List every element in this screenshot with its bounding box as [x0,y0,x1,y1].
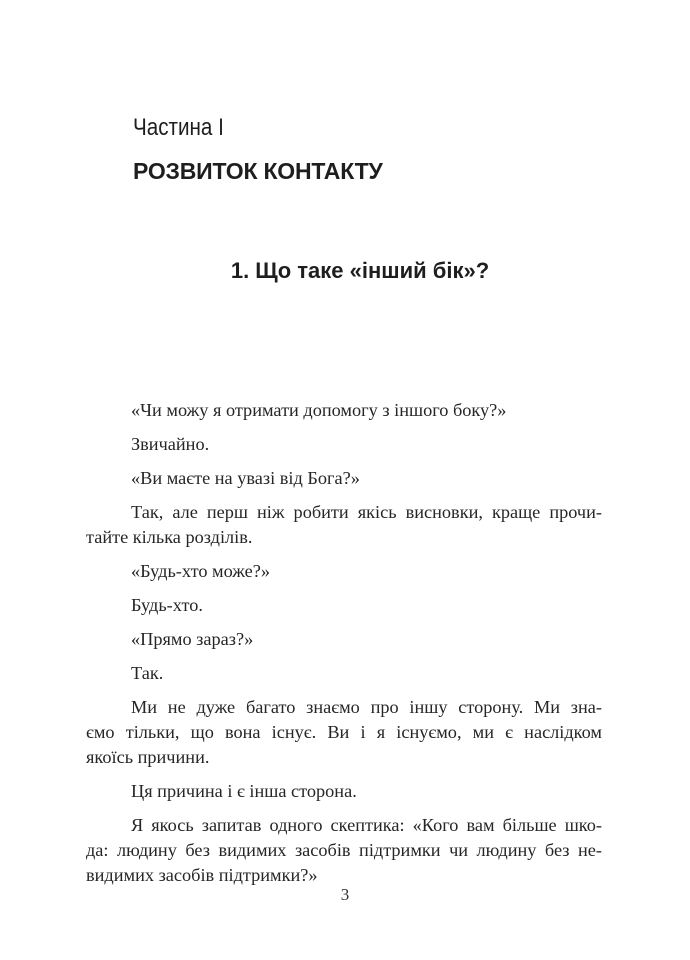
paragraph [86,661,602,686]
paragraph [86,398,602,423]
part-title: РОЗВИТОК КОНТАКТУ [133,158,383,184]
paragraph [86,779,602,804]
paragraph [86,593,602,618]
text-line: ємо тільки, що вона існує. Ви і я існуємо, ми є наслідком [86,722,602,742]
paragraph [86,627,602,652]
text-line: «Будь-хто може?» [131,561,271,581]
text-line: тайте кілька розділів. [86,527,253,547]
paragraph [86,432,602,457]
paragraph [86,559,602,584]
paragraph [86,466,602,491]
text-line: Так. [131,663,164,683]
text-line: Будь-хто. [131,595,203,615]
paragraph [86,695,602,770]
text-line: да: людину без видимих засобів підтримки чи людину без не- [86,840,602,860]
chapter-title: 1. Що таке «інший бік»? [230,258,490,283]
body-text [86,398,602,897]
page-number: 3 [340,885,350,904]
text-line: Ми не дуже багато знаємо про іншу сторону. Ми зна- [131,697,602,717]
paragraph [86,500,602,550]
text-line: «Прямо зараз?» [131,629,254,649]
paragraph [86,813,602,888]
text-line: видимих засобів підтримки?» [86,865,318,885]
part-label: Частина I [133,114,224,141]
text-line: Так, але перш ніж робити якісь висновки, краще прочи- [131,502,602,522]
text-line: «Ви маєте на увазі від Бога?» [131,468,360,488]
text-line: Ця причина і є інша сторона. [131,781,357,801]
text-line: Звичайно. [131,434,210,454]
text-line: Я якось запитав одного скептика: «Кого вам більше шко- [131,815,602,835]
text-line: «Чи можу я отримати допомогу з іншого боку?» [131,400,507,420]
text-line: якоїсь причини. [86,747,210,767]
